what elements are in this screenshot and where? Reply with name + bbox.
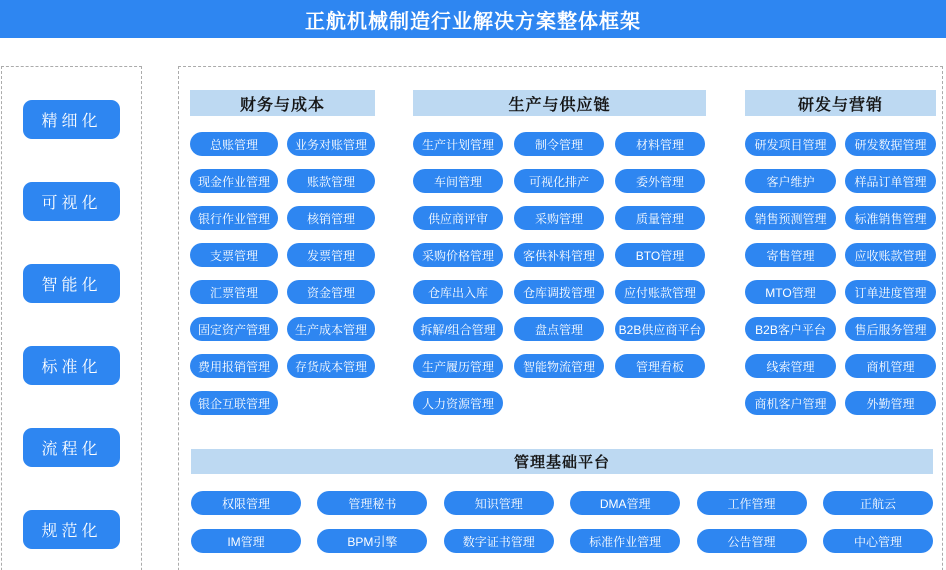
sidebar-item-normalization[interactable]: 规范化 — [23, 510, 120, 549]
column-items-production-supply-chain — [413, 132, 706, 415]
title-banner — [0, 0, 946, 38]
module-button[interactable]: 应付账款管理 — [615, 280, 705, 304]
module-button[interactable]: 寄售管理 — [745, 243, 836, 267]
module-button[interactable]: 制令管理 — [514, 132, 604, 156]
column-rd-marketing — [745, 90, 936, 415]
module-button[interactable]: DMA管理 — [570, 491, 680, 515]
module-button[interactable]: 业务对账管理 — [287, 132, 375, 156]
column-items-rd-marketing — [745, 132, 936, 415]
module-button[interactable]: 生产履历管理 — [413, 354, 503, 378]
module-button[interactable]: 商机客户管理 — [745, 391, 836, 415]
sidebar-item-visualization[interactable]: 可视化 — [23, 182, 120, 221]
module-button[interactable]: IM管理 — [191, 529, 301, 553]
sidebar-item-standardization[interactable]: 标准化 — [23, 346, 120, 385]
capability-sidebar-list — [2, 100, 141, 549]
module-button[interactable]: 账款管理 — [287, 169, 375, 193]
module-button[interactable]: 研发项目管理 — [745, 132, 836, 156]
module-button[interactable]: 标准作业管理 — [570, 529, 680, 553]
module-button[interactable]: 现金作业管理 — [190, 169, 278, 193]
module-button[interactable]: B2B客户平台 — [745, 317, 836, 341]
module-button[interactable]: B2B供应商平台 — [615, 317, 705, 341]
capability-sidebar — [1, 66, 142, 570]
module-button[interactable]: 费用报销管理 — [190, 354, 278, 378]
platform-items — [191, 491, 933, 553]
module-button[interactable]: 管理秘书 — [317, 491, 427, 515]
module-button[interactable]: 人力资源管理 — [413, 391, 503, 415]
module-button[interactable]: BTO管理 — [615, 243, 705, 267]
module-button[interactable]: 存货成本管理 — [287, 354, 375, 378]
column-header-finance-cost: 财务与成本 — [190, 90, 375, 116]
module-button[interactable]: 客户维护 — [745, 169, 836, 193]
module-button[interactable]: 生产计划管理 — [413, 132, 503, 156]
module-button[interactable]: 总账管理 — [190, 132, 278, 156]
module-button[interactable]: 委外管理 — [615, 169, 705, 193]
module-button[interactable]: 管理看板 — [615, 354, 705, 378]
platform-header: 管理基础平台 — [191, 449, 933, 474]
module-button[interactable]: 商机管理 — [845, 354, 936, 378]
module-button[interactable]: 标准销售管理 — [845, 206, 936, 230]
module-button[interactable]: 仓库出入库 — [413, 280, 503, 304]
module-button[interactable]: 应收账款管理 — [845, 243, 936, 267]
module-button[interactable]: 资金管理 — [287, 280, 375, 304]
module-button[interactable]: 外勤管理 — [845, 391, 936, 415]
sidebar-item-refinement[interactable]: 精细化 — [23, 100, 120, 139]
module-button[interactable]: 质量管理 — [615, 206, 705, 230]
module-button[interactable]: 固定资产管理 — [190, 317, 278, 341]
module-button[interactable]: 销售预测管理 — [745, 206, 836, 230]
module-button[interactable]: 客供补料管理 — [514, 243, 604, 267]
module-button[interactable]: 正航云 — [823, 491, 933, 515]
column-header-rd-marketing: 研发与营销 — [745, 90, 936, 116]
module-button[interactable]: 知识管理 — [444, 491, 554, 515]
module-button[interactable]: 银企互联管理 — [190, 391, 278, 415]
module-button[interactable]: 可视化排产 — [514, 169, 604, 193]
module-button[interactable]: 支票管理 — [190, 243, 278, 267]
sidebar-item-intelligence[interactable]: 智能化 — [23, 264, 120, 303]
module-button[interactable]: 盘点管理 — [514, 317, 604, 341]
column-header-production-supply-chain: 生产与供应链 — [413, 90, 706, 116]
module-button[interactable]: 采购价格管理 — [413, 243, 503, 267]
module-button[interactable]: 生产成本管理 — [287, 317, 375, 341]
module-button[interactable]: MTO管理 — [745, 280, 836, 304]
module-button[interactable]: 研发数据管理 — [845, 132, 936, 156]
column-items-finance-cost — [190, 132, 375, 415]
module-button[interactable]: 中心管理 — [823, 529, 933, 553]
module-button[interactable]: 仓库调拨管理 — [514, 280, 604, 304]
module-button[interactable]: 核销管理 — [287, 206, 375, 230]
module-button[interactable]: 线索管理 — [745, 354, 836, 378]
module-button[interactable]: 汇票管理 — [190, 280, 278, 304]
module-button[interactable]: 订单进度管理 — [845, 280, 936, 304]
module-button[interactable]: 车间管理 — [413, 169, 503, 193]
module-button[interactable]: 采购管理 — [514, 206, 604, 230]
module-button[interactable]: 数字证书管理 — [444, 529, 554, 553]
module-button[interactable]: 售后服务管理 — [845, 317, 936, 341]
module-button[interactable]: 发票管理 — [287, 243, 375, 267]
column-finance-cost — [190, 90, 375, 415]
module-button[interactable]: 权限管理 — [191, 491, 301, 515]
module-button[interactable]: 公告管理 — [697, 529, 807, 553]
module-button[interactable]: 样品订单管理 — [845, 169, 936, 193]
module-button[interactable]: 智能物流管理 — [514, 354, 604, 378]
sidebar-item-process[interactable]: 流程化 — [23, 428, 120, 467]
module-button[interactable]: 银行作业管理 — [190, 206, 278, 230]
page-title: 正航机械制造行业解决方案整体框架 — [305, 10, 641, 33]
framework-panel — [178, 66, 943, 570]
module-button[interactable]: 工作管理 — [697, 491, 807, 515]
module-button[interactable]: 材料管理 — [615, 132, 705, 156]
column-production-supply-chain — [413, 90, 706, 415]
module-button[interactable]: BPM引擎 — [317, 529, 427, 553]
module-button[interactable]: 供应商评审 — [413, 206, 503, 230]
module-button[interactable]: 拆解/组合管理 — [413, 317, 503, 341]
